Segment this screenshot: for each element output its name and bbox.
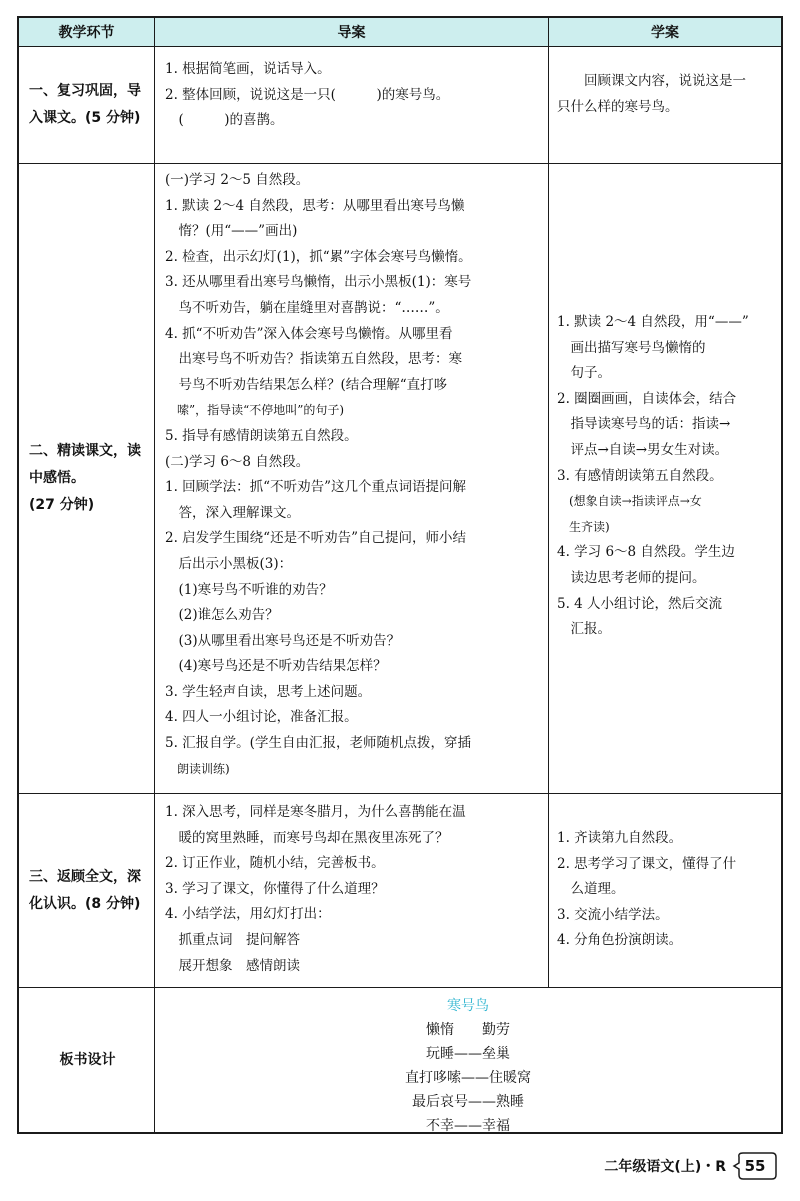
stage-cell (19, 988, 155, 1132)
guide-cell (155, 164, 549, 793)
guide-line: (4)寒号鸟还是不听劝告结果怎样？ (165, 658, 387, 675)
table-header (19, 18, 781, 47)
guide-line: 5. 汇报自学。(学生自由汇报，老师随机点拨，穿插 (165, 735, 471, 752)
study-line: 1. 默读 2～4 自然段，用“——” (557, 314, 749, 330)
guide-line: 1. 回顾学法：抓“不听劝告”这几个重点词语提问解 (165, 479, 466, 496)
stage-cell (19, 164, 155, 793)
study-line: 2. 思考学习了课文，懂得了什 (557, 855, 737, 872)
guide-line: 4. 小结学法，用幻灯打出： (165, 906, 331, 923)
section-review-whole (19, 794, 781, 988)
board-line: 懒惰 勤劳 (426, 1022, 510, 1038)
study-line: 3. 交流小结学法。 (557, 906, 669, 923)
guide-line: 3. 学习了课文，你懂得了什么道理？ (165, 880, 385, 897)
guide-line: 1. 深入思考，同样是寒冬腊月，为什么喜鹊能在温 (165, 804, 466, 820)
section-review (19, 47, 781, 164)
stage-cell (19, 794, 155, 987)
board-label: 板书设计 (59, 1051, 116, 1068)
section-close-reading (19, 164, 781, 794)
stage-line: 三、返顾全文，深 (29, 868, 141, 885)
study-line: 句子。 (557, 365, 611, 382)
grade-label: 二年级语文(上)・R (604, 1159, 726, 1175)
header-guide: 导案 (155, 18, 549, 46)
guide-line: 3. 学生轻声自读，思考上述问题。 (165, 683, 372, 700)
guide-line: 2. 订正作业，随机小结，完善板书。 (165, 855, 385, 872)
guide-line: 答，深入理解课文。 (165, 504, 300, 521)
guide-cell (155, 47, 549, 163)
study-line: 评点→自读→男女生对读。 (557, 441, 729, 458)
guide-line: 暖的窝里熟睡，而寒号鸟却在黑夜里冻死了？ (165, 829, 449, 846)
stage-line: (27 分钟) (29, 497, 95, 513)
study-line: 3. 有感情朗读第五自然段。 (557, 467, 723, 484)
guide-line: 2. 检查，出示幻灯(1)，抓“累”字体会寒号鸟懒惰。 (165, 248, 472, 265)
guide-line: 出寒号鸟不听劝告？指读第五自然段，思考：寒 (165, 351, 462, 368)
board-title: 寒号鸟 (447, 998, 489, 1014)
page-number: 55 (744, 1157, 766, 1175)
guide-line: (1)寒号鸟不听谁的劝告？ (165, 581, 333, 598)
stage-line: 化认识。(8 分钟) (29, 895, 141, 912)
study-line: 画出描写寒号鸟懒惰的 (557, 339, 706, 356)
study-line: 么道理。 (557, 881, 625, 898)
guide-line: 1. 默读 2～4 自然段，思考：从哪里看出寒号鸟懒 (165, 197, 465, 214)
guide-line: (2)谁怎么劝告？ (165, 607, 279, 624)
study-line: 5. 4 人小组讨论，然后交流 (557, 595, 723, 612)
guide-line: 嗦”，指导读“不停地叫”的句子) (165, 403, 345, 418)
study-cell (549, 47, 781, 163)
study-line: 读边思考老师的提问。 (557, 569, 706, 586)
page-footer (604, 1151, 778, 1181)
guide-line: 1. 根据简笔画，说话导入。 (165, 61, 331, 77)
study-line: 2. 圈圈画画，自读体会，结合 (557, 390, 737, 407)
guide-line: 惰？(用“——”画出) (165, 223, 298, 240)
guide-line: 2. 启发学生围绕“还是不听劝告”自己提问，师小结 (165, 530, 466, 547)
page-number-badge (732, 1151, 778, 1181)
stage-cell (19, 47, 155, 163)
guide-line: 展开想象 感情朗读 (165, 957, 300, 974)
guide-line: 抓重点词 提问解答 (165, 931, 300, 948)
stage-line: 中感悟。 (29, 470, 85, 486)
guide-line: 4. 抓“不听劝告”深入体会寒号鸟懒惰。从哪里看 (165, 325, 453, 342)
section-board (19, 988, 781, 1132)
guide-line: 5. 指导有感情朗读第五自然段。 (165, 427, 358, 444)
guide-line: 朗读训练) (165, 761, 230, 776)
guide-line: 后出示小黑板(3)： (165, 555, 293, 572)
header-study: 学案 (651, 25, 679, 41)
guide-cell (155, 794, 549, 987)
stage-line: 入课文。(5 分钟) (29, 110, 141, 126)
study-line: 1. 齐读第九自然段。 (557, 830, 683, 846)
stage-line: 二、精读课文，读 (29, 443, 141, 459)
stage-line: 一、复习巩固，导 (29, 83, 141, 99)
study-line: 指导读寒号鸟的话：指读→ (557, 416, 731, 433)
study-cell (549, 794, 781, 987)
board-design (155, 988, 781, 1132)
board-line: 不幸——幸福 (426, 1118, 510, 1134)
guide-line: (一)学习 2～5 自然段。 (165, 172, 310, 188)
guide-line: 号鸟不听劝告结果怎么样？(结合理解“直打哆 (165, 376, 448, 393)
board-line: 直打哆嗦——住暖窝 (405, 1070, 531, 1086)
study-cell (549, 164, 781, 793)
guide-line: 鸟不听劝告，躺在崖缝里对喜鹊说：“……”。 (165, 299, 449, 316)
guide-line: 2. 整体回顾，说说这是一只( )的寒号鸟。 (165, 86, 450, 103)
board-line: 最后哀号——熟睡 (412, 1094, 524, 1110)
guide-line: (二)学习 6～8 自然段。 (165, 453, 310, 470)
lesson-plan-table (17, 16, 783, 1134)
study-line: 回顾课文内容，说说这是一 (557, 73, 746, 89)
study-line: 生齐读) (557, 519, 610, 534)
guide-line: ( )的喜鹊。 (165, 112, 284, 129)
study-line: (想象自读→指读评点→女 (557, 494, 702, 509)
guide-line: 4. 四人一小组讨论，准备汇报。 (165, 709, 358, 726)
board-line: 玩睡——垒巢 (426, 1046, 510, 1062)
guide-line: (3)从哪里看出寒号鸟还是不听劝告？ (165, 632, 401, 649)
study-line: 4. 学习 6～8 自然段。学生边 (557, 544, 735, 561)
header-stage: 教学环节 (19, 18, 155, 46)
study-line: 只什么样的寒号鸟。 (557, 98, 679, 115)
guide-line: 3. 还从哪里看出寒号鸟懒惰，出示小黑板(1)：寒号 (165, 274, 472, 291)
study-line: 汇报。 (557, 621, 611, 638)
study-line: 4. 分角色扮演朗读。 (557, 932, 683, 949)
